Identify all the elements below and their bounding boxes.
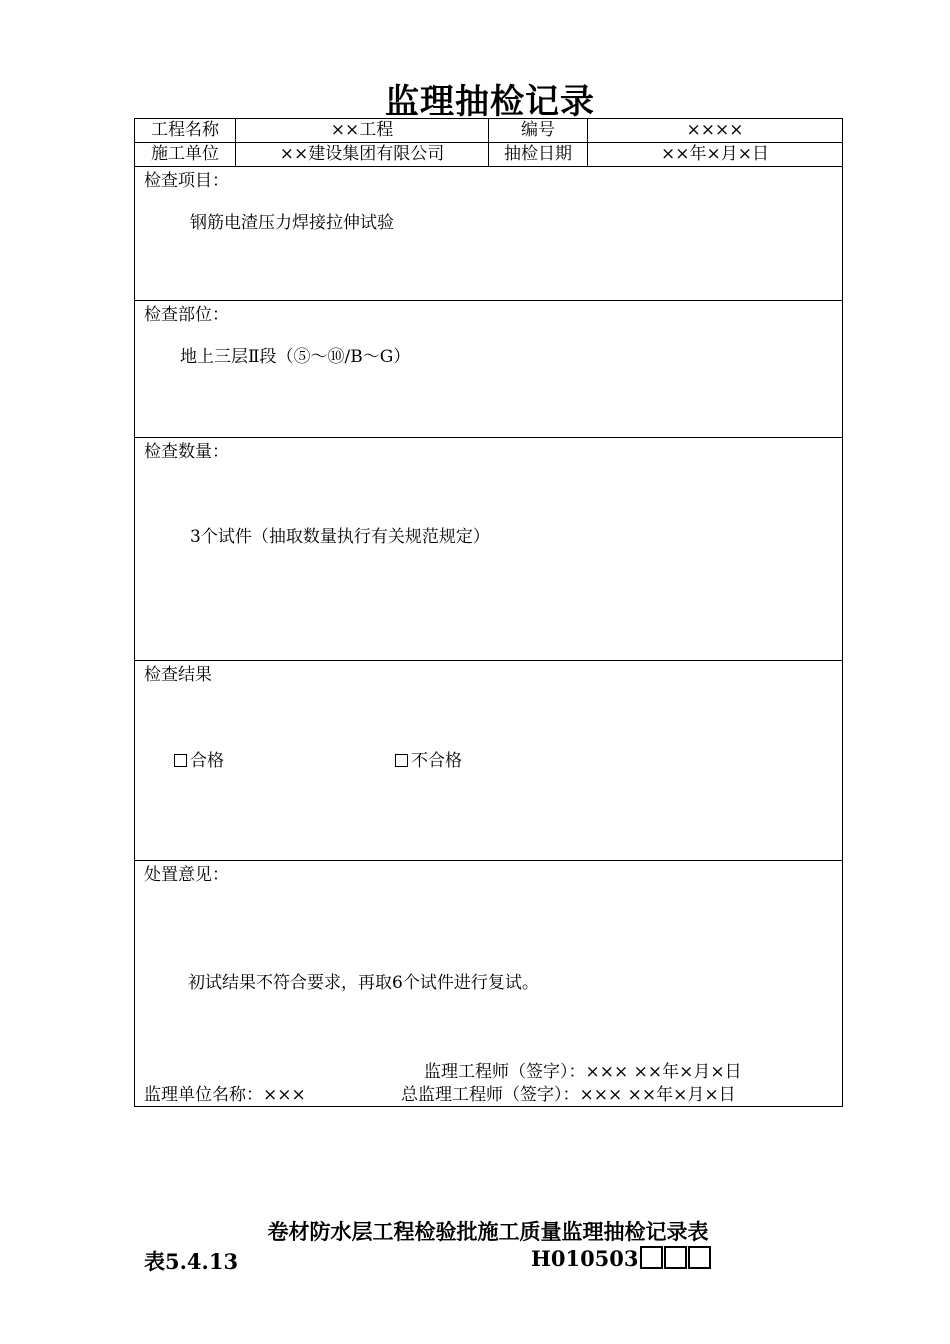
pass-option[interactable]	[174, 750, 224, 772]
section-quantity	[135, 438, 843, 661]
form-code	[531, 1246, 711, 1271]
page-title: 监理抽检记录	[385, 82, 595, 122]
header-row-1	[135, 119, 843, 143]
fail-label: 不合格	[411, 751, 462, 771]
section-result	[135, 661, 843, 861]
engineer-signature: 监理工程师（签字）：××× ××年×月×日	[424, 1062, 742, 1082]
quantity-label: 检查数量：	[144, 442, 229, 462]
quantity-value: 3个试件（抽取数量执行有关规范规定）	[190, 527, 490, 547]
code-box	[688, 1246, 711, 1269]
chief-engineer-signature: 总监理工程师（签字）：××× ××年×月×日	[401, 1085, 736, 1105]
contractor-label: 施工单位	[135, 143, 236, 167]
fail-checkbox[interactable]	[395, 754, 408, 767]
opinion-label: 处置意见：	[144, 865, 229, 885]
fail-option[interactable]	[395, 750, 462, 772]
table-number: 表5.4.13	[144, 1249, 239, 1274]
result-label: 检查结果	[144, 665, 212, 685]
number-label: 编号	[489, 119, 588, 143]
location-value: 地上三层Ⅱ段（⑤～⑩/B～G）	[180, 347, 411, 367]
form-code-text: H010503	[531, 1246, 639, 1271]
code-box	[664, 1246, 687, 1269]
location-label: 检查部位：	[144, 305, 229, 325]
date-label: 抽检日期	[489, 143, 588, 167]
project-name-label: 工程名称	[135, 119, 236, 143]
supervision-unit-name: 监理单位名称：×××	[144, 1085, 306, 1105]
contractor-value: ××建设集团有限公司	[236, 143, 489, 167]
section-location	[135, 301, 843, 438]
form-title: 卷材防水层工程检验批施工质量监理抽检记录表	[267, 1220, 709, 1244]
pass-checkbox[interactable]	[174, 754, 187, 767]
code-box	[640, 1246, 663, 1269]
inspection-form	[134, 118, 843, 1107]
date-value: ××年×月×日	[588, 143, 843, 167]
item-label: 检查项目：	[144, 171, 229, 191]
number-value: ××××	[588, 119, 843, 143]
section-opinion	[135, 861, 843, 1107]
section-item	[135, 167, 843, 301]
header-row-2	[135, 143, 843, 167]
opinion-value: 初试结果不符合要求，再取6个试件进行复试。	[188, 973, 539, 993]
item-value: 钢筋电渣压力焊接拉伸试验	[190, 213, 394, 233]
pass-label: 合格	[190, 751, 224, 771]
project-name-value: ××工程	[236, 119, 489, 143]
